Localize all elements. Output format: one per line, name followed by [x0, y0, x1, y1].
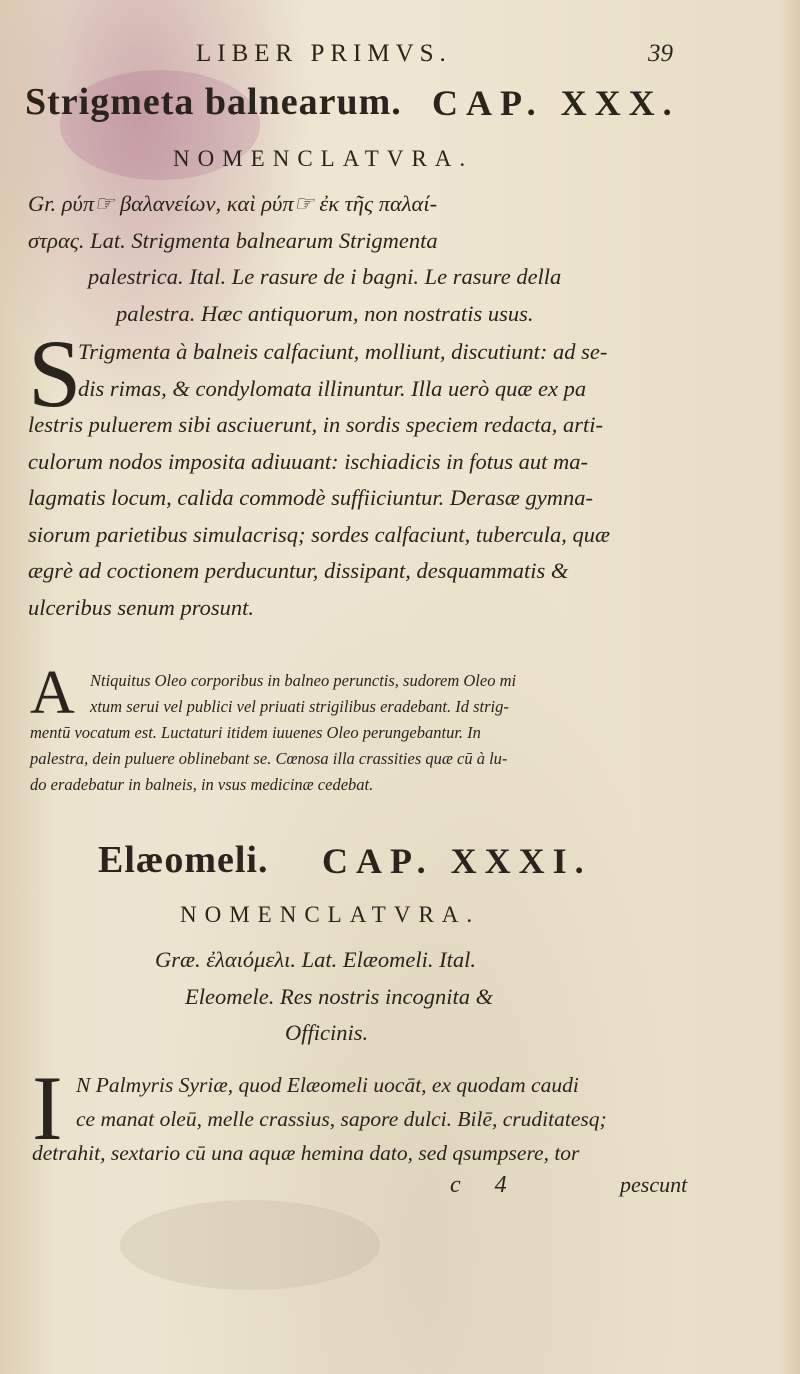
nomenclature-line: Officinis. — [285, 1020, 369, 1045]
nomenclature-line: Gr. ρύπ☞ βαλανείων, καὶ ρύπ☞ ἐκ τῆς παλαί- — [28, 191, 438, 216]
paragraph-line: ægrè ad coctionem perducuntur, dissipant, desquammatis & — [28, 558, 569, 583]
chapter-label: CAP. XXX. — [432, 83, 680, 123]
nomenclature-line: palestrica. Ital. Le rasure de i bagni. Le rasure della — [88, 264, 562, 289]
section-title: Strigmeta balnearum. — [25, 81, 402, 123]
annotation-line: xtum serui vel publici vel priuati strigilibus eradebant. Id strig- — [90, 697, 509, 716]
nomenclatura-heading: NOMENCLATVRA. — [180, 902, 481, 927]
nomenclature-line: στρας. Lat. Strigmenta balnearum Strigmenta — [28, 227, 438, 253]
drop-cap: S — [28, 320, 82, 427]
annotation-line: mentū vocatum est. Luctaturi itidem iuuenes Oleo perungebantur. In — [30, 723, 481, 742]
signature-mark: c 4 — [450, 1172, 521, 1198]
paragraph-line: detrahit, sextario cū una aquæ hemina dato, sed qsumpsere, tor — [32, 1141, 580, 1165]
catchword: pescunt — [620, 1172, 688, 1197]
paragraph-line: Trigmenta à balneis calfaciunt, molliunt, discutiunt: ad se- — [78, 339, 608, 364]
drop-cap: I — [32, 1057, 63, 1159]
running-title: LIBER PRIMVS. — [196, 40, 452, 67]
nomenclature-entry — [155, 942, 755, 1052]
chapter-label: CAP. XXXI. — [322, 841, 592, 881]
paragraph-line: lestris puluerem sibi asciuerunt, in sordis speciem redacta, arti- — [28, 412, 603, 437]
paragraph-line: ulceribus senum prosunt. — [28, 594, 255, 620]
paragraph-line: siorum parietibus simulacrisq; sordes calfaciunt, tubercula, quæ — [28, 521, 611, 547]
annotation-paragraph — [30, 668, 790, 798]
body-paragraph — [32, 1068, 792, 1170]
paragraph-line: ce manat oleū, melle crassius, sapore dulci. Bilē, cruditatesq; — [76, 1107, 607, 1131]
annotation-line: Ntiquitus Oleo corporibus in balneo perunctis, sudorem Oleo mi — [90, 671, 517, 690]
paragraph-line: culorum nodos imposita adiuuant: ischiadicis in fotus aut ma- — [28, 448, 588, 474]
annotation-line: palestra, dein puluere oblinebant se. Cœnosa illa crassities quæ cū à lu- — [30, 749, 508, 768]
section-title: Elæomeli. — [98, 839, 269, 881]
paragraph-line: lagmatis locum, calida commodè suffiiciuntur. Derasæ gymna- — [28, 485, 593, 510]
annotation-line: do eradebatur in balneis, in vsus medicinæ cedebat. — [30, 775, 374, 794]
body-paragraph — [28, 334, 788, 626]
nomenclature-line: palestra. Hæc antiquorum, non nostratis usus. — [116, 300, 534, 326]
paragraph-line: dis rimas, & condylomata illinuntur. Illa uerò quæ ex pa — [78, 375, 587, 401]
paragraph-line: N Palmyris Syriæ, quod Elæomeli uocāt, ex quodam caudi — [76, 1073, 579, 1097]
drop-cap: A — [30, 659, 75, 727]
nomenclature-entry — [28, 186, 788, 332]
page-stain — [120, 1200, 380, 1290]
nomenclatura-heading: NOMENCLATVRA. — [173, 146, 474, 171]
nomenclature-line: Græ. ἐλαιόμελι. Lat. Elæomeli. Ital. — [155, 947, 476, 972]
nomenclature-line: Eleomele. Res nostris incognita & — [185, 983, 494, 1009]
page-number: 39 — [648, 40, 673, 67]
